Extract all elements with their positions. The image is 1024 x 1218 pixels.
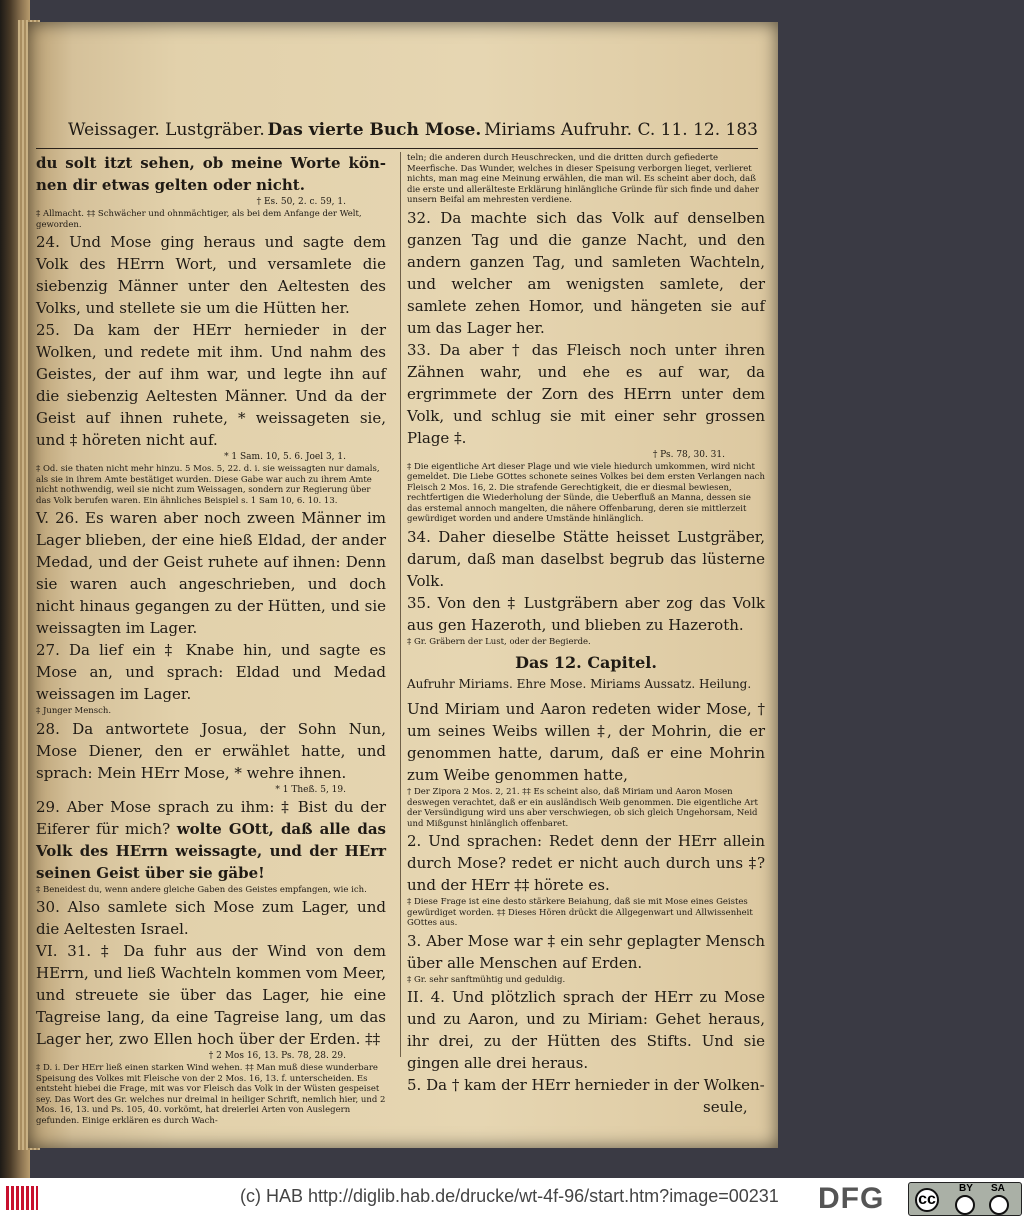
- verse-27: 27. Da lief ein ‡ Knabe hin, und sagte es Mose an, und sprach: Eldad und Medad weissagen im Lager.: [36, 641, 386, 703]
- chapter-summary: Aufruhr Miriams. Ehre Mose. Miriams Aussatz. Heilung.: [407, 677, 752, 691]
- footer-bar: [0, 1178, 1024, 1218]
- verse-32: 32. Da machte sich das Volk auf denselben ganzen Tag und die ganze Nacht, und den andern ganzen Tag, und samleten Wachteln, und welcher am wenigsten samlete, der samlete zehen Homor, und hängeten sie auf um das Lager her.: [407, 208, 765, 337]
- verse-4: II. 4. Und plötzlich sprach der HErr zu Mose und zu Aaron, und zu Miriam: Gehet heraus, ihr drei, zu der Hütten des Stifts. Und sie gingen alle drei heraus.: [407, 988, 765, 1072]
- verse-33: 33. Da aber † das Fleisch noch unter ihren Zähnen wahr, und ehe es auf war, da ergrimmete der Zorn des HErrn unter dem Volk, und schlug sie mit einer sehr grossen Plage ‡.: [407, 340, 765, 447]
- header-rule: [36, 148, 758, 149]
- running-header: [68, 120, 758, 146]
- cc-icon: cc: [915, 1188, 939, 1212]
- right-column: [400, 152, 765, 1094]
- footnote: ‡ Die eigentliche Art dieser Plage und wie viele hiedurch umkommen, wird nicht gemeldet. Die Liebe GOttes schonete seines Volkes bei dem ersten Verlangen nach Fleisch 2 Mos. 16, 2. Die strafende Gerechtigkeit, die er diesmal bewiesen, rechtfertigen die Wiederholung der Sünde, die Ueberfluß an Manna, dessen sie das erstemal annoch mangelten, die nähere Offenbarung, deren sie mittlerzeit gewürdiget worden und andere Umstände hinlänglich.: [407, 461, 765, 524]
- verse-29-emphasis: wolte GOtt, daß alle das Volk des HErrn weissagte, und der HErr seinen Geist über sie gäbe!: [36, 819, 386, 882]
- footnote: ‡ Diese Frage ist eine desto stärkere Beiahung, daß sie mit Mose eines Geistes gewürdiget worden. ‡‡ Dieses Hören drückt die Allgegenwart und Allwissenheit GOttes aus.: [407, 897, 753, 928]
- footnote: ‡ Od. sie thaten nicht mehr hinzu. 5 Mos. 5, 22. d. i. sie weissagten nur damals, als sie in ihrem Amte bestätiget wurden. Diese Gabe war auch zu ihrem Amte nicht nothwendig, weil sie nicht zum Weissagen, sondern zur Regierung über das Volk berufen waren. Ein ähnliches Beispiel s. 1 Sam 10, 6. 10. 13.: [36, 464, 380, 506]
- verse-26: V. 26. Es waren aber noch zween Männer im Lager blieben, der eine hieß Eldad, der ander Medad, und der Geist ruhete auf ihnen: Denn sie waren auch angeschrieben, und doch nicht hinaus gegangen zu der Hütten, und sie weissagten im Lager.: [36, 509, 386, 637]
- footnote: † Der Zipora 2 Mos. 2, 21. ‡‡ Es scheint also, daß Miriam und Aaron Mosen deswegen verachtet, daß er ein ausländisch Weib genommen. Die eigentliche Art der Versündigung wird uns aber verschwiegen, ob sich gleich Ungehorsam, Neid und Mißgunst hinlänglich offenbaret.: [407, 787, 758, 829]
- header-left: Weissager. Lustgräber.: [68, 120, 265, 140]
- verse-28: 28. Da antwortete Josua, der Sohn Nun, Mose Diener, den er erwählet hatte, und sprach: Mein HErr Mose, * wehre ihnen.: [36, 719, 386, 782]
- sa-label: SA: [991, 1183, 1005, 1194]
- verse-29: [36, 796, 386, 884]
- verse-30: 30. Also samlete sich Mose zum Lager, und die Aeltesten Israel.: [36, 898, 386, 938]
- book-page: [28, 22, 778, 1148]
- cross-reference: † Ps. 78, 30. 31.: [652, 449, 725, 460]
- verse-31: VI. 31. ‡ Da fuhr aus der Wind von dem HErrn, und ließ Wachteln kommen vom Meer, und streuete sie über das Lager, hie eine Tagreise lang, da eine Tagreise lang, um das Lager her, zwo Ellen hoch über der Erden. ‡‡: [36, 942, 386, 1048]
- verse-1: Und Miriam und Aaron redeten wider Mose, † um seines Weibs willen ‡, der Mohrin, die er genommen hatte, darum, daß er eine Mohrin zum Weibe genommen hatte,: [407, 700, 765, 784]
- cross-reference: * 1 Sam. 10, 5. 6. Joel 3, 1.: [224, 452, 346, 462]
- dfg-logo: DFG: [818, 1182, 885, 1215]
- verse-24: 24. Und Mose ging heraus und sagte dem Volk des HErrn Wort, und versamlete die siebenzig Männer unter den Aeltesten des Volks, und stellete sie um die Hütten her.: [36, 233, 386, 317]
- footnote: ‡ Gr. Gräbern der Lust, oder der Begierde.: [407, 636, 591, 647]
- share-alike-icon: [989, 1195, 1009, 1215]
- hab-logo-icon: [6, 1186, 38, 1210]
- footnote: ‡ Allmacht. ‡‡ Schwächer und ohnmächtiger, als bei dem Anfange der Welt, geworden.: [36, 209, 362, 230]
- by-label: BY: [959, 1183, 973, 1194]
- footnote: ‡ D. i. Der HErr ließ einen starken Wind wehen. ‡‡ Man muß diese wunderbare Speisung des Volkes mit Fleische von der 2 Mos. 16, 13. f. unterscheiden. Es entsteht hiebei die Frage, mit was vor Fleisch das Volk in der Wüsten gespeiset sey. Das Wort des Gr. welches nur dreimal in heiliger Schrift, nemlich hier, und 2 Mos. 16, 13. und Ps. 105, 40. vorkömt, hat dreierlei Arten von Auslegern gefunden. Einige erklären es durch Wach-: [36, 1063, 386, 1126]
- footnote: ‡ Gr. sehr sanftmühtig und geduldig.: [407, 974, 566, 985]
- cross-reference: † Es. 50, 2. c. 59, 1.: [256, 197, 346, 207]
- verse-25: 25. Da kam der HErr hernieder in der Wolken, und redete mit ihm. Und nahm des Geistes, der auf ihm war, und legte ihn auf die siebenzig Aeltesten Männer. Und da der Geist auf ihnen ruhete, * weissageten sie, und ‡ höreten nicht auf.: [36, 321, 386, 449]
- verse-35: 35. Von den ‡ Lustgräbern aber zog das Volk aus gen Hazeroth, und blieben zu Hazeroth.: [407, 593, 765, 634]
- verse-text: du solt itzt sehen, ob meine Worte kön-nen dir etwas gelten oder nicht.: [36, 154, 386, 194]
- footnote-continued: teln; die anderen durch Heuschrecken, und die dritten durch gefiederte Meerfische. Das Wunder, welches in dieser Speisung verborgen lieget, verlieret nichts, man mag eine Meinung erwählen, die man wil. Es scheint aber doch, daß die erste und allerälteste Erklärung hinlängliche Gründe für sich finde und daher unsern Beifal am mehresten verdiene.: [407, 153, 759, 205]
- verse-34: 34. Daher dieselbe Stätte heisset Lustgräber, darum, daß man daselbst begrub das lüsterne Volk.: [407, 527, 765, 590]
- chapter-title: Das 12. Capitel.: [515, 653, 657, 672]
- footnote: ‡ Junger Mensch.: [36, 706, 112, 716]
- cc-by-sa-license-icon[interactable]: [908, 1182, 1022, 1216]
- left-column: [36, 152, 386, 1127]
- footnote: ‡ Beneidest du, wenn andere gleiche Gaben des Geistes empfangen, wie ich.: [36, 884, 367, 895]
- verse-2: 2. Und sprachen: Redet denn der HErr allein durch Mose? redet er nicht auch durch uns ‡? und der HErr ‡‡ hörete es.: [407, 832, 765, 894]
- attribution-icon: [955, 1195, 975, 1215]
- source-url[interactable]: (c) HAB http://diglib.hab.de/drucke/wt-4f-96/start.htm?image=00231: [240, 1186, 779, 1206]
- verse-29-text: 29. Aber Mose sprach zu ihm: ‡ Bist du der Eiferer für mich?: [36, 797, 386, 838]
- verse-3: 3. Aber Mose war ‡ ein sehr geplagter Mensch über alle Menschen auf Erden.: [407, 931, 765, 972]
- cross-reference: * 1 Theß. 5, 19.: [275, 784, 346, 795]
- cross-reference: † 2 Mos 16, 13. Ps. 78, 28. 29.: [208, 1051, 346, 1061]
- catchword: seule,: [703, 1098, 748, 1116]
- header-right: Miriams Aufruhr. C. 11. 12. 183: [484, 120, 758, 140]
- verse-5: 5. Da † kam der HErr hernieder in der Wolken-: [407, 1076, 765, 1094]
- header-center: Das vierte Buch Mose.: [267, 120, 482, 140]
